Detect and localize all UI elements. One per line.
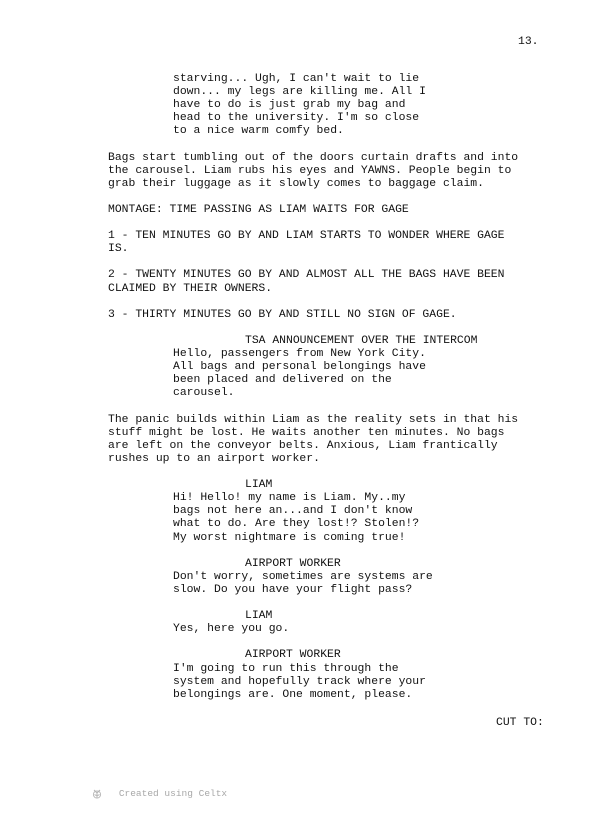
dialogue-line: All bags and personal belongings have [173, 361, 426, 373]
action-line: are left on the conveyor belts. Anxious, Liam frantically [108, 440, 498, 452]
action-line: IS. [108, 243, 129, 255]
action-line: 2 - TWENTY MINUTES GO BY AND ALMOST ALL THE BAGS HAVE BEEN [108, 269, 505, 281]
dialogue-line: My worst nightmare is coming true! [173, 532, 406, 544]
dialogue-line: Hi! Hello! my name is Liam. My..my [173, 492, 406, 504]
dialogue-line: belongings are. One moment, please. [173, 689, 413, 701]
character-name: TSA ANNOUNCEMENT OVER THE INTERCOM [245, 335, 478, 347]
action-line: Bags start tumbling out of the doors curtain drafts and into [108, 152, 519, 164]
dialogue-line: what to do. Are they lost!? Stolen!? [173, 518, 420, 530]
action-line: MONTAGE: TIME PASSING AS LIAM WAITS FOR GAGE [108, 204, 409, 216]
transition-cut-to: CUT TO: [496, 717, 544, 729]
character-name: AIRPORT WORKER [245, 649, 341, 661]
character-name: LIAM [245, 479, 273, 491]
character-name: AIRPORT WORKER [245, 558, 341, 570]
dialogue-line: system and hopefully track where your [173, 676, 426, 688]
dialogue-line: I'm going to run this through the [173, 663, 399, 675]
dialogue-line: down... my legs are killing me. All I [173, 86, 426, 98]
dialogue-line: bags not here an...and I don't know [173, 505, 413, 517]
dialogue-line: slow. Do you have your flight pass? [173, 584, 413, 596]
action-line: The panic builds within Liam as the reality sets in that his [108, 414, 519, 426]
dialogue-line: head to the university. I'm so close [173, 112, 420, 124]
footer-text: Created using Celtx [118, 788, 228, 799]
action-line: the carousel. Liam rubs his eyes and YAWNS. People begin to [108, 165, 512, 177]
action-line: 1 - TEN MINUTES GO BY AND LIAM STARTS TO WONDER WHERE GAGE [108, 230, 505, 242]
action-line: 3 - THIRTY MINUTES GO BY AND STILL NO SIGN OF GAGE. [108, 309, 457, 321]
action-line: rushes up to an airport worker. [108, 453, 320, 465]
dialogue-line: Hello, passengers from New York City. [173, 348, 426, 360]
action-line: grab their luggage as it slowly comes to baggage claim. [108, 178, 484, 190]
page-number: 13. [518, 36, 539, 48]
action-line: stuff might be lost. He waits another ten minutes. No bags [108, 427, 505, 439]
dialogue-line: have to do is just grab my bag and [173, 99, 406, 111]
dialogue-line: Don't worry, sometimes are systems are [173, 571, 433, 583]
dialogue-line: starving... Ugh, I can't wait to lie [173, 73, 420, 85]
footer [92, 762, 227, 825]
character-name: LIAM [245, 610, 273, 622]
dialogue-line: carousel. [173, 387, 235, 399]
dialogue-line: to a nice warm comfy bed. [173, 125, 344, 137]
dialogue-line: been placed and delivered on the [173, 374, 392, 386]
celtx-logo-icon [92, 762, 115, 825]
action-line: CLAIMED BY THEIR OWNERS. [108, 283, 273, 295]
dialogue-line: Yes, here you go. [173, 623, 290, 635]
